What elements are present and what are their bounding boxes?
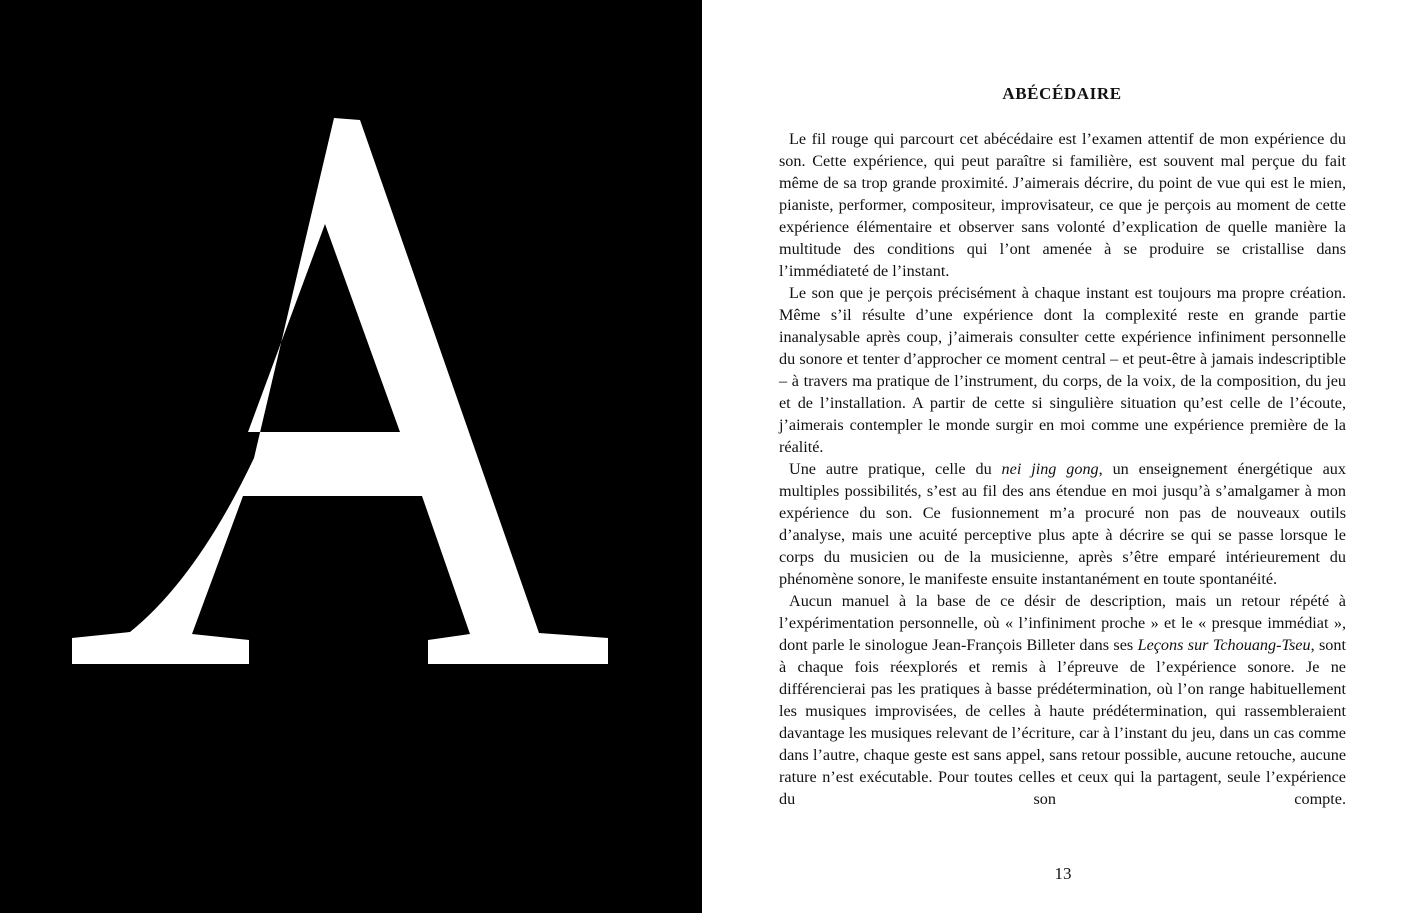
paragraph-4-italic: Leçons sur Tchouang-Tseu xyxy=(1137,636,1311,654)
paragraph-3-italic: nei jing gong xyxy=(1001,460,1099,478)
paragraph-1: Le fil rouge qui parcourt cet abécédaire est l’examen attentif de mon expérience du son. Cette expérience, qui peut paraître si familière, est souvent mal perçue du fait même de sa trop grande proximité. J’aimerais décrire, du point de vue qui est le mien, pianiste, performer, compositeur, improvisateur, ce que je perçois au moment de cette expérience élémentaire et observer sans volonté d’explication de quelle manière la multitude des conditions qui l’ont amenée à se produire se cristallise dans l’immédiateté de l’instant. xyxy=(779,130,1346,280)
drop-cap-letter xyxy=(72,118,612,666)
page-number: 13 xyxy=(1054,864,1072,883)
paragraph-2: Le son que je perçois précisément à chaque instant est toujours ma propre création. Même s’il résulte d’une expérience dont la complexité reste en grande partie inanalysable après coup, j’aimerais consulter cette expérience infiniment personnelle du sonore et tenter d’approcher ce moment central – et peut-être à jamais indescriptible – à travers ma pratique de l’instrument, du corps, de la voix, de la composition, du jeu et de l’installation. A partir de cette si singulière situation qu’est celle de l’écoute, j’aimerais contempler le monde surgir en moi comme une expérience première de la réalité. xyxy=(779,284,1346,456)
body-text xyxy=(779,128,1346,810)
paragraph-3-text-a: Une autre pratique, celle du xyxy=(789,460,1002,478)
paragraph-4-text-a: Aucun manuel à la base de ce désir de description, mais un retour répété à l’expérimentation personnelle, où « l’infiniment proche » et le « presque immédiat », dont parle le sinologue Jean-François Billeter dans ses xyxy=(779,592,1346,654)
paragraph-4 xyxy=(779,590,1346,810)
chapter-title: ABÉCÉDAIRE xyxy=(1002,84,1122,103)
paragraph-4-text-b: , sont à chaque fois réexplorés et remis à l’épreuve de l’expérience sonore. Je ne différencierai pas les pratiques à basse prédétermination, où l’on range habituellement les musiques improvisées, de celles à haute prédétermination, qui rassembleraient davantage les musiques relevant de l’écriture, car à l’instant du jeu, dans un cas comme dans l’autre, chaque geste est sans appel, sans retour possible, aucune retouche, aucune rature n’est exécutable. Pour toutes celles et ceux qui la partagent, seule l’expérience du son compte. xyxy=(779,636,1346,808)
right-page xyxy=(702,0,1403,913)
paragraph-3-text-b: , un enseignement énergétique aux multiples possibilités, s’est au fil des ans étendue en moi jusqu’à s’amalgamer à mon expérience du son. Ce fusionnement m’a procuré non pas de nouveaux outils d’analyse, mais une acuité perceptive plus apte à décrire se qui se passe lorsque le corps du musicien ou de la musicienne, après s’être emparé intérieurement du phénomène sonore, le manifeste ensuite instantanément en toute spontanéité. xyxy=(779,460,1346,588)
paragraph-3 xyxy=(779,458,1346,590)
